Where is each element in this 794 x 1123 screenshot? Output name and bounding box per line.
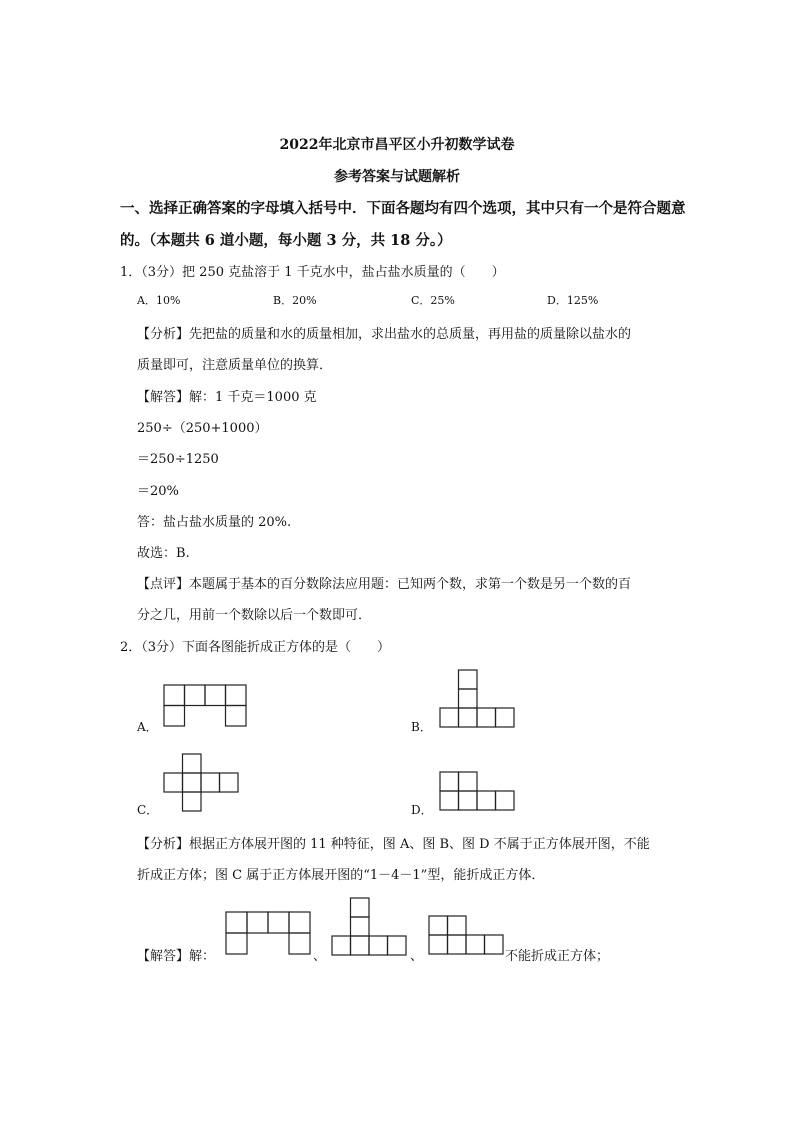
q2-option-b-label: B． xyxy=(411,720,432,734)
q2-answer-prefix: 【解答】解： xyxy=(137,949,216,964)
net-figure-d xyxy=(439,771,517,813)
q1-answer-line: 答：盐占盐水质量的 20%. xyxy=(137,515,292,530)
net-figure-c xyxy=(163,753,241,813)
q1-answer-line: 250÷（250+1000） xyxy=(137,421,268,436)
section-heading-line2: 的。（本题共 6 道小题，每小题 3 分，共 18 分。） xyxy=(120,232,452,249)
page-title: 2022年北京市昌平区小升初数学试卷 xyxy=(279,137,515,153)
q1-answer-line: ＝250÷1250 xyxy=(137,452,219,467)
page-subtitle: 参考答案与试题解析 xyxy=(334,169,460,185)
q1-comment-line2: 分之几，用前一个数除以后一个数即可． xyxy=(137,608,372,623)
answer-net-b xyxy=(331,897,409,957)
q1-comment-line1: 【点评】本题属于基本的百分数除法应用题：已知两个数，求第一个数是另一个数的百 xyxy=(137,577,632,592)
answer-separator: 、 xyxy=(410,949,424,964)
q1-option-b: B．20% xyxy=(273,294,317,307)
net-figure-b xyxy=(439,669,517,729)
q1-analysis-line1: 【分析】先把盐的质量和水的质量相加，求出盐水的总质量，再用盐的质量除以盐水的 xyxy=(137,327,632,342)
q1-option-a: A．10% xyxy=(137,294,181,307)
section-heading-line1: 一、选择正确答案的字母填入括号中．下面各题均有四个选项，其中只有一个是符合题意 xyxy=(120,200,686,217)
q1-answer-line: 【解答】解：1 千克＝1000 克 xyxy=(137,390,317,405)
q2-analysis-line1: 【分析】根据正方体展开图的 11 种特征，图 A、图 B、图 D 不属于正方体展开图，不能 xyxy=(137,837,650,852)
answer-separator: 、 xyxy=(313,949,327,964)
q2-option-a-label: A． xyxy=(137,720,158,734)
q1-option-d: D．125% xyxy=(547,294,599,307)
q2-stem: 2．（3分）下面各图能折成正方体的是（ ） xyxy=(120,640,391,655)
q2-option-c-label: C． xyxy=(137,803,159,817)
q1-analysis-line2: 质量即可，注意质量单位的换算． xyxy=(137,358,333,373)
answer-net-d xyxy=(428,915,506,957)
q1-answer-line: 故选：B. xyxy=(137,546,190,561)
q1-stem: 1．（3分）把 250 克盐溶于 1 千克水中，盐占盐水质量的（ ） xyxy=(120,265,505,280)
q1-answer-line: ＝20% xyxy=(137,484,179,499)
q2-analysis-line2: 折成正方体；图 C 属于正方体展开图的“1－4－1”型，能折成正方体． xyxy=(137,868,545,883)
q1-option-c: C．25% xyxy=(411,294,455,307)
q2-option-d-label: D． xyxy=(411,803,433,817)
q2-answer-suffix: 不能折成正方体； xyxy=(505,949,610,964)
net-figure-a xyxy=(163,684,249,728)
answer-net-a xyxy=(225,911,313,957)
